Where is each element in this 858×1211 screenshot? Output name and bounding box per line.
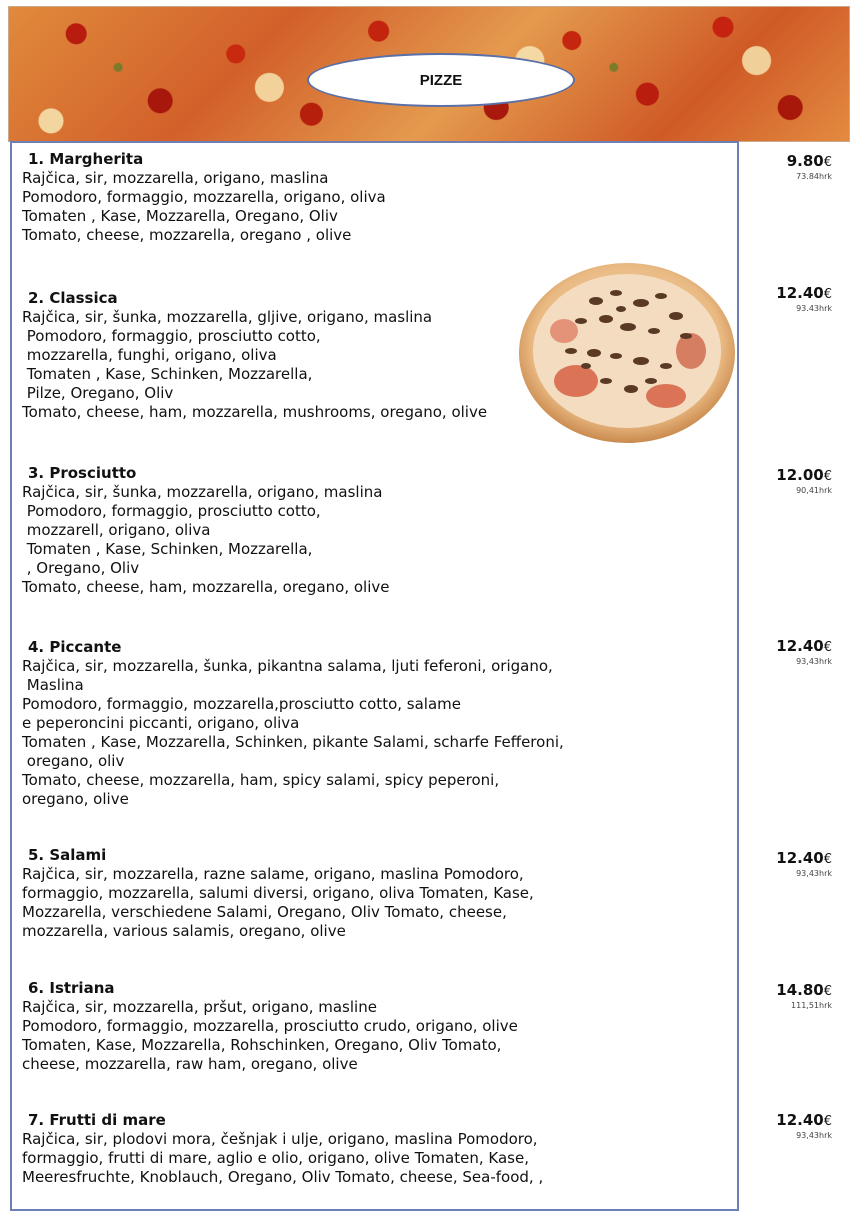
price-istriana xyxy=(740,981,832,1011)
price-classica xyxy=(740,284,832,314)
price-eur: 14.80 xyxy=(776,981,824,999)
price-prosciutto xyxy=(740,466,832,496)
item-description: Rajčica, sir, mozzarella, razne salame, origano, maslina Pomodoro, formaggio, mozzarella, salumi diversi, origano, oliva Tomaten, Kase, Mozzarella, verschiedene Salami, Oregano, Oliv Tomato, cheese, mozzarella, various salamis, oregano, olive xyxy=(22,865,534,940)
price-piccante xyxy=(740,637,832,667)
currency-symbol: € xyxy=(823,984,832,999)
currency-symbol: € xyxy=(823,640,832,655)
price-eur: 12.40 xyxy=(776,284,824,302)
currency-symbol: € xyxy=(823,469,832,484)
price-eur: 12.40 xyxy=(776,1111,824,1129)
page-title: PIZZE xyxy=(307,53,575,107)
price-hrk: 111,51hrk xyxy=(791,1001,832,1010)
menu-item-margherita xyxy=(22,150,622,245)
item-name: 3. Prosciutto xyxy=(28,464,137,482)
price-hrk: 73.84hrk xyxy=(796,172,832,181)
header-banner xyxy=(8,6,850,142)
item-name: 4. Piccante xyxy=(28,638,122,656)
pizza-classica-image xyxy=(516,261,738,445)
price-hrk: 93,43hrk xyxy=(796,1131,832,1140)
price-hrk: 93,43hrk xyxy=(796,869,832,878)
menu-item-piccante xyxy=(22,638,622,809)
item-description: Rajčica, sir, šunka, mozzarella, gljive, origano, maslina Pomodoro, formaggio, prosciutto cotto, mozzarella, funghi, origano, oliva Tomaten , Kase, Schinken, Mozzarella, Pilze, Oregano, Oliv Tomato, cheese, ham, mozzarella, mushrooms, oregano, olive xyxy=(22,308,488,421)
item-name: 6. Istriana xyxy=(28,979,115,997)
currency-symbol: € xyxy=(823,1114,832,1129)
item-description: Rajčica, sir, mozzarella, pršut, origano, masline Pomodoro, formaggio, mozzarella, prosciutto crudo, origano, olive Tomaten, Kase, Mozzarella, Rohschinken, Oregano, Oliv Tomato, cheese, mozzarella, raw ham, oregano, olive xyxy=(22,998,518,1073)
item-name: 2. Classica xyxy=(28,289,118,307)
item-name: 5. Salami xyxy=(28,846,107,864)
price-eur: 12.40 xyxy=(776,849,824,867)
currency-symbol: € xyxy=(823,287,832,302)
menu-item-salami xyxy=(22,846,622,941)
currency-symbol: € xyxy=(823,155,832,170)
menu-item-istriana xyxy=(22,979,622,1074)
item-description: Rajčica, sir, mozzarella, origano, maslina Pomodoro, formaggio, mozzarella, origano, oliva Tomaten , Kase, Mozzarella, Oregano, Oliv Tomato, cheese, mozzarella, oregano , olive xyxy=(22,169,386,244)
price-eur: 9.80 xyxy=(786,152,824,170)
currency-symbol: € xyxy=(823,852,832,867)
item-description: Rajčica, sir, mozzarella, šunka, pikantna salama, ljuti feferoni, origano, Maslina Pomodoro, formaggio, mozzarella,prosciutto cotto, salame e peperoncini piccanti, origano, oliva Tomaten , Kase, Mozzarella, Schinken, pikante Salami, scharfe Fefferoni, oregano, oliv Tomato, cheese, mozzarella, ham, spicy salami, spicy peperoni, oregano, olive xyxy=(22,657,564,808)
price-eur: 12.40 xyxy=(776,637,824,655)
price-hrk: 93,43hrk xyxy=(796,657,832,666)
price-margherita xyxy=(740,152,832,182)
price-salami xyxy=(740,849,832,879)
item-description: Rajčica, sir, šunka, mozzarella, origano, maslina Pomodoro, formaggio, prosciutto cotto, mozzarell, origano, oliva Tomaten , Kase, Schinken, Mozzarella, , Oregano, Oliv Tomato, cheese, ham, mozzarella, oregano, olive xyxy=(22,483,390,596)
item-description: Rajčica, sir, plodovi mora, češnjak i ulje, origano, maslina Pomodoro, formaggio, frutti di mare, aglio e olio, origano, olive Tomaten, Kase, Meeresfruchte, Knoblauch, Oregano, Oliv Tomato, cheese, Sea-food, , xyxy=(22,1130,544,1186)
price-hrk: 93.43hrk xyxy=(796,304,832,313)
price-hrk: 90,41hrk xyxy=(796,486,832,495)
price-frutti-di-mare xyxy=(740,1111,832,1141)
item-name: 7. Frutti di mare xyxy=(28,1111,166,1129)
price-eur: 12.00 xyxy=(776,466,824,484)
menu-item-prosciutto xyxy=(22,464,622,597)
menu-item-frutti-di-mare xyxy=(22,1111,622,1187)
item-name: 1. Margherita xyxy=(28,150,144,168)
